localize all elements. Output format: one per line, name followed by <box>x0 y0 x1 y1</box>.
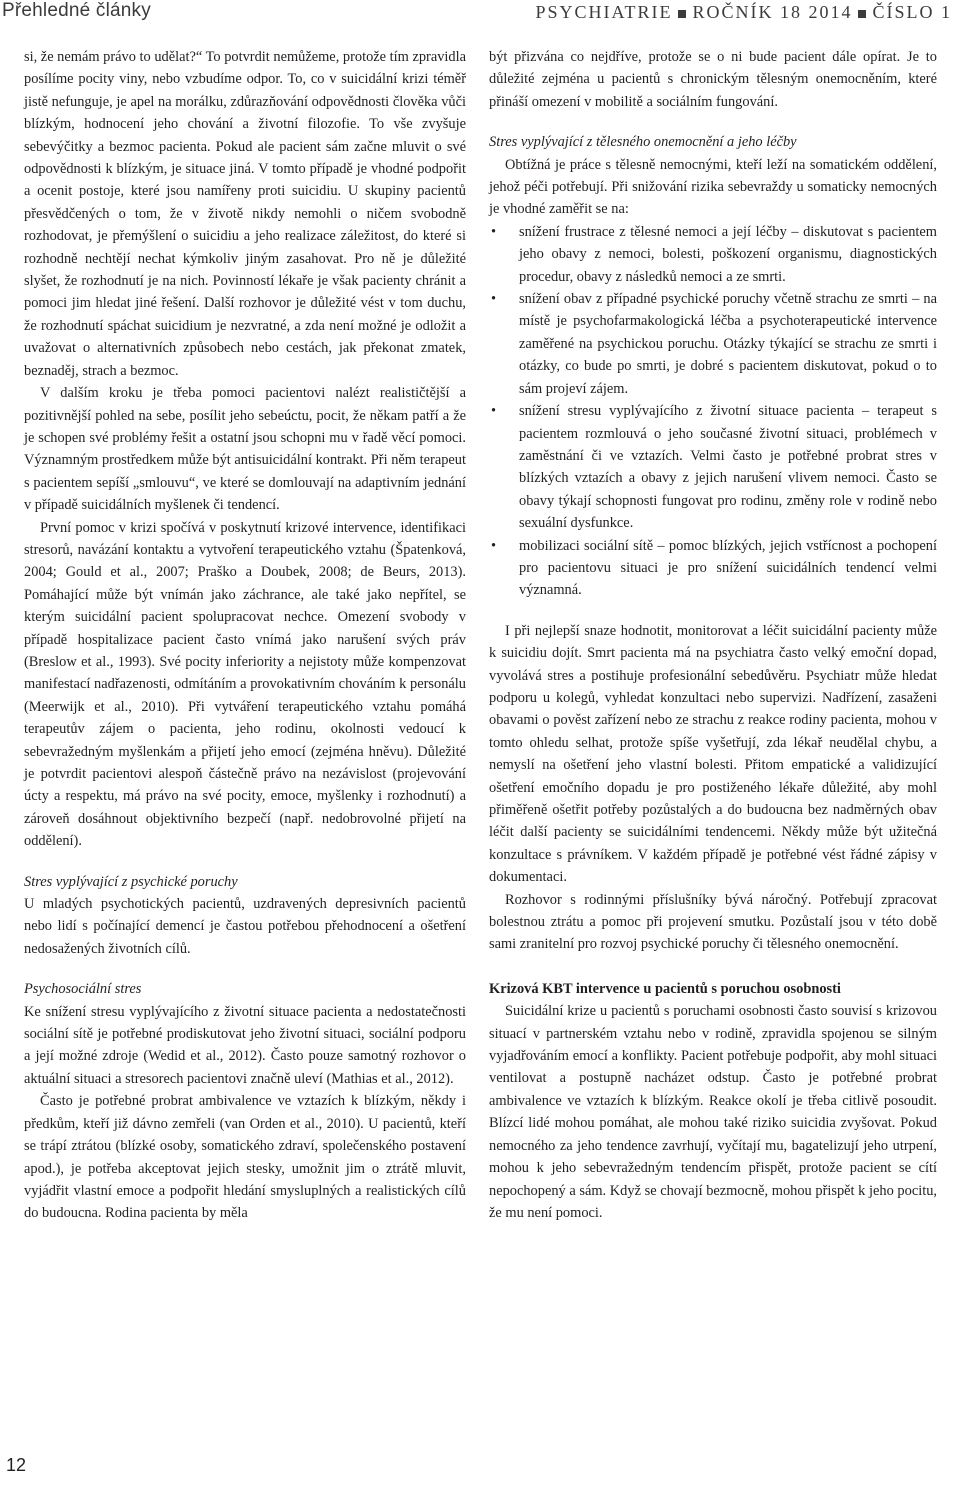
year: 2014 <box>808 2 853 22</box>
list-item <box>489 535 937 602</box>
list-item <box>489 288 937 400</box>
journal-title: PSYCHIATRIE <box>535 2 673 22</box>
page-number: 12 <box>6 1455 27 1475</box>
paragraph: Rozhovor s rodinnými příslušníky bývá náročný. Potřebují zpracovat bolestnou ztrátu a pomoc při projevení smutku. Pozůstalí jsou v této době sami zranitelní pro rozvoj psychické poruchy či tělesného onemocnění. <box>489 891 937 953</box>
paragraph: Ke snížení stresu vyplývajícího z životní situace pacienta a nedostatečnosti sociální sítě je potřebné prodiskutovat jeho životní situaci, sociální podporu a její možné zdroje (Wedid et al., 2012). Často pouze samotný rozhovor o aktuální situaci a stresorech pacientovi značně uleví (Mathias et al., 2012). <box>24 1003 466 1087</box>
volume: ROČNÍK 18 <box>692 2 802 22</box>
list-item <box>489 221 937 288</box>
bullet-icon: • <box>491 291 497 308</box>
section-label: Přehledné články <box>2 0 151 21</box>
section-heading: Krizová KBT intervence u pacientů s poruchou osobnosti <box>489 980 841 997</box>
paragraph: být přizvána co nejdříve, protože se o ni bude pacient dále opírat. Je to důležité zejména u pacientů s chronickým tělesným onemocněním, které přináší omezení v mobilitě a sociálním fungování. <box>489 49 937 110</box>
paragraph: V dalším kroku je třeba pomoci pacientovi nalézt realističtější a pozitivnější pohled na sebe, posílit jeho sebeúctu, pocit, že někam patří a že je schopen své problémy řešit a ostatní jsou schopni mu v řadě věcí pomoci. Významným prostředkem může být antisuicidální kontrakt. Při něm terapeut s pacientem sepíší „smlouvu“, ve které se domlouvají na adaptivním jednání v případě suicidálních myšlenek či tendencí. <box>24 385 466 514</box>
list-item-text: snížení obav z případné psychické poruchy včetně strachu ze smrti – na místě je psychofarmakologická léčba a psychoterapeutické intervence zaměřené na psychickou poruchu. Otázky týkající se strachu ze smrti i otázky, co bude po smrti, je dobré s pacientem diskutovat, pokud o to sám projeví zájem. <box>519 291 937 397</box>
page-header <box>0 0 960 30</box>
separator-square-icon <box>678 10 686 18</box>
journal-info <box>535 2 952 23</box>
paragraph: U mladých psychotických pacientů, uzdravených depresivních pacientů nebo lidí s počínající demencí je častou potřebou přehodnocení a ošetření nedosažených životních cílů. <box>24 896 466 957</box>
paragraph: I při nejlepší snaze hodnotit, monitorovat a léčit suicidální pacienty může k suicidiu dojít. Smrt pacienta má na psychiatra často velký emoční dopad, vyvolává stres a postihuje profesionální sebedůvěru. Psychiatr může hledat podporu u kolegů, vyhledat konzultaci nebo supervizi. Nadřízení, zasaženi obavami o pověst zařízení nebo ze strachu z reakce rodiny pacienta, mohou v tomto ohledu selhat, protože spíše vyšetřují, zda lékař neudělal chybu, a nemyslí na ošetření jeho vlastní bolesti. Přitom empatické a validizující ošetření emočního dopadu je pro postiženého lékaře důležité, aby mohl přiměřeně ošetřit potřeby pozůstalých a do budoucna bez nadměrných obav léčit další pacienty se suicidálními tendencemi. Někdy může být užitečná konzultace s právníkem. V každém případě je potřebné vést řádné zápisy v dokumentaci. <box>489 622 937 886</box>
subheading: Stres vyplývající z tělesného onemocnění a jeho léčby <box>489 134 797 151</box>
issue: ČÍSLO 1 <box>872 2 952 22</box>
left-column <box>24 46 466 1225</box>
bullet-icon: • <box>491 537 497 554</box>
paragraph: Obtížná je práce s tělesně nemocnými, kteří leží na somatickém oddělení, jehož péči potřebují. Při snižování rizika sebevraždy u somaticky nemocných je vhodné zaměřit se na: <box>489 156 937 218</box>
paragraph: Suicidální krize u pacientů s poruchami osobnosti často souvisí s krizovou situací v partnerském vztahu nebo v rodině, zpravidla spojenou se silným vyjadřováním emocí a konflikty. Pacient potřebuje podpořit, aby mohl situaci ventilovat a postupně nacházet odstup. Často je potřebné probrat ambivalence ve vztazích k blízkým. Reakce okolí je třeba citlivě posoudit. Blízcí lidé mohou pomáhat, ale mohou také riziko suicidia zvyšovat. Pokud nemocného za jeho tendence zavrhují, vyčítají mu, bagatelizují jeho utrpení, mohou k jeho sebevražedným tendencím přispět, protože pacient se cítí nepochopený a sám. Když se chovají bezmocně, mohou přispět k jeho pocitu, že mu není pomoci. <box>489 1003 937 1221</box>
subheading: Stres vyplývající z psychické poruchy <box>24 873 238 890</box>
separator-square-icon <box>858 10 866 18</box>
paragraph: si, že nemám právo to udělat?“ To potvrdit nemůžeme, protože tím zpravidla posílíme pocity viny, nebo vzbudíme odpor. To, co v suicidální krizi téměř jistě nefunguje, je apel na morálku, zdůrazňování odpovědnosti člověka vůči blízkým, hodnocení jeho chování a životní filozofie. To vše zvyšuje sebevýčitky a bezmoc pacienta. Pokud ale pacient sám začne mluvit o své odpovědnosti k blízkým, je situace jiná. V tomto případě je vhodné podpořit a ocenit postoje, které jsou namířeny proti suicidiu. U skupiny pacientů přesvědčených o tom, že v životě nikdy nemohli o ničem svobodně rozhodovat, je přemýšlení o suicidiu a jeho realizace záležitost, do které si rozhodně nechtějí nechat kýmkoliv jiným zasahovat. Pro ně je důležité slyšet, že rozhodnutí je na nich. Povinností lékaře je však pacienty chránit a pomoci jim hledat jiné řešení. Další rozhovor je důležité vést v tom duchu, že rozhodnutí spáchat suicidium je nezvratné, a zda není možné je odložit a uvažovat o alternativních způsobech nebo cestách, jak překonat zmatek, beznaděj, strach a bezmoc. <box>24 49 466 379</box>
bullet-list <box>489 221 937 602</box>
list-item-text: snížení stresu vyplývajícího z životní situace pacienta – terapeut s pacientem rozmlouvá o jeho současné životní situaci, problémech v zaměstnání či ve vztazích. Velmi často je potřebné probrat stres v blízkých vztazích a obavy z jejich narušení vlivem nemoci. Často se obavy týkají schopnosti fungovat pro rodinu, změny role v rodině nebo sexuální dysfunkce. <box>519 403 937 532</box>
right-column <box>489 46 937 1224</box>
subheading: Psychosociální stres <box>24 981 142 998</box>
bullet-icon: • <box>491 223 497 240</box>
list-item-text: mobilizaci sociální sítě – pomoc blízkých, jejich vstřícnost a pochopení pro pacientovu situaci je pro snížení suicidálních tendencí velmi významná. <box>519 537 937 599</box>
bullet-icon: • <box>491 403 497 420</box>
list-item-text: snížení frustrace z tělesné nemoci a její léčby – diskutovat s pacientem jeho obavy z nemoci, bolesti, poškození organismu, diagnostických procedur, obavy z následků nemoci a ze smrti. <box>519 223 937 285</box>
list-item <box>489 400 937 534</box>
paragraph: Často je potřebné probrat ambivalence ve vztazích k blízkým, někdy i předkům, kteří již dávno zemřeli (van Orden et al., 2010). U pacientů, kteří se trápí ztrátou (blízké osoby, somatického zdraví, společenského postavení apod.), je potřeba akceptovat jejich stesky, umožnit jim o ztrátě mluvit, vyjádřit vlastní emoce a podpořit hledání smysluplných a realistických cílů do budoucna. Rodina pacienta by měla <box>24 1093 466 1222</box>
paragraph: První pomoc v krizi spočívá v poskytnutí krizové intervence, identifikaci stresorů, navázání kontaktu a vytvoření terapeutického vztahu (Špatenková, 2004; Gould et al., 2007; Praško a Doubek, 2008; de Beurs, 2013). Pomáhající může být vnímán jako záchrance, ale také jako nepřítel, se kterým suicidální pacient spolupracovat nechce. Omezení svobody v případě hospitalizace pacient často vnímá jako narušení svých práv (Breslow et al., 1993). Své pocity inferiority a nejistoty může kompenzovat manifestací nadřazenosti, odmítáním a provokativním chováním k personálu (Meerwijk et al., 2010). Při vytváření terapeutického vztahu pomáhá terapeutův zájem o pacienta, jeho rodinu, okolnosti vedoucí k sebevražedným myšlenkám a přijetí jeho emocí (zejména hněvu). Důležité je potvrdit pacientovi alespoň částečně právo na nezávislost (projevování úcty a respektu, má právo na své pocity, emoce, myšlenky i rozhodnutí) a zároveň dosáhnout objektivního bezpečí (např. nedobrovolné přijetí na oddělení). <box>24 519 466 850</box>
